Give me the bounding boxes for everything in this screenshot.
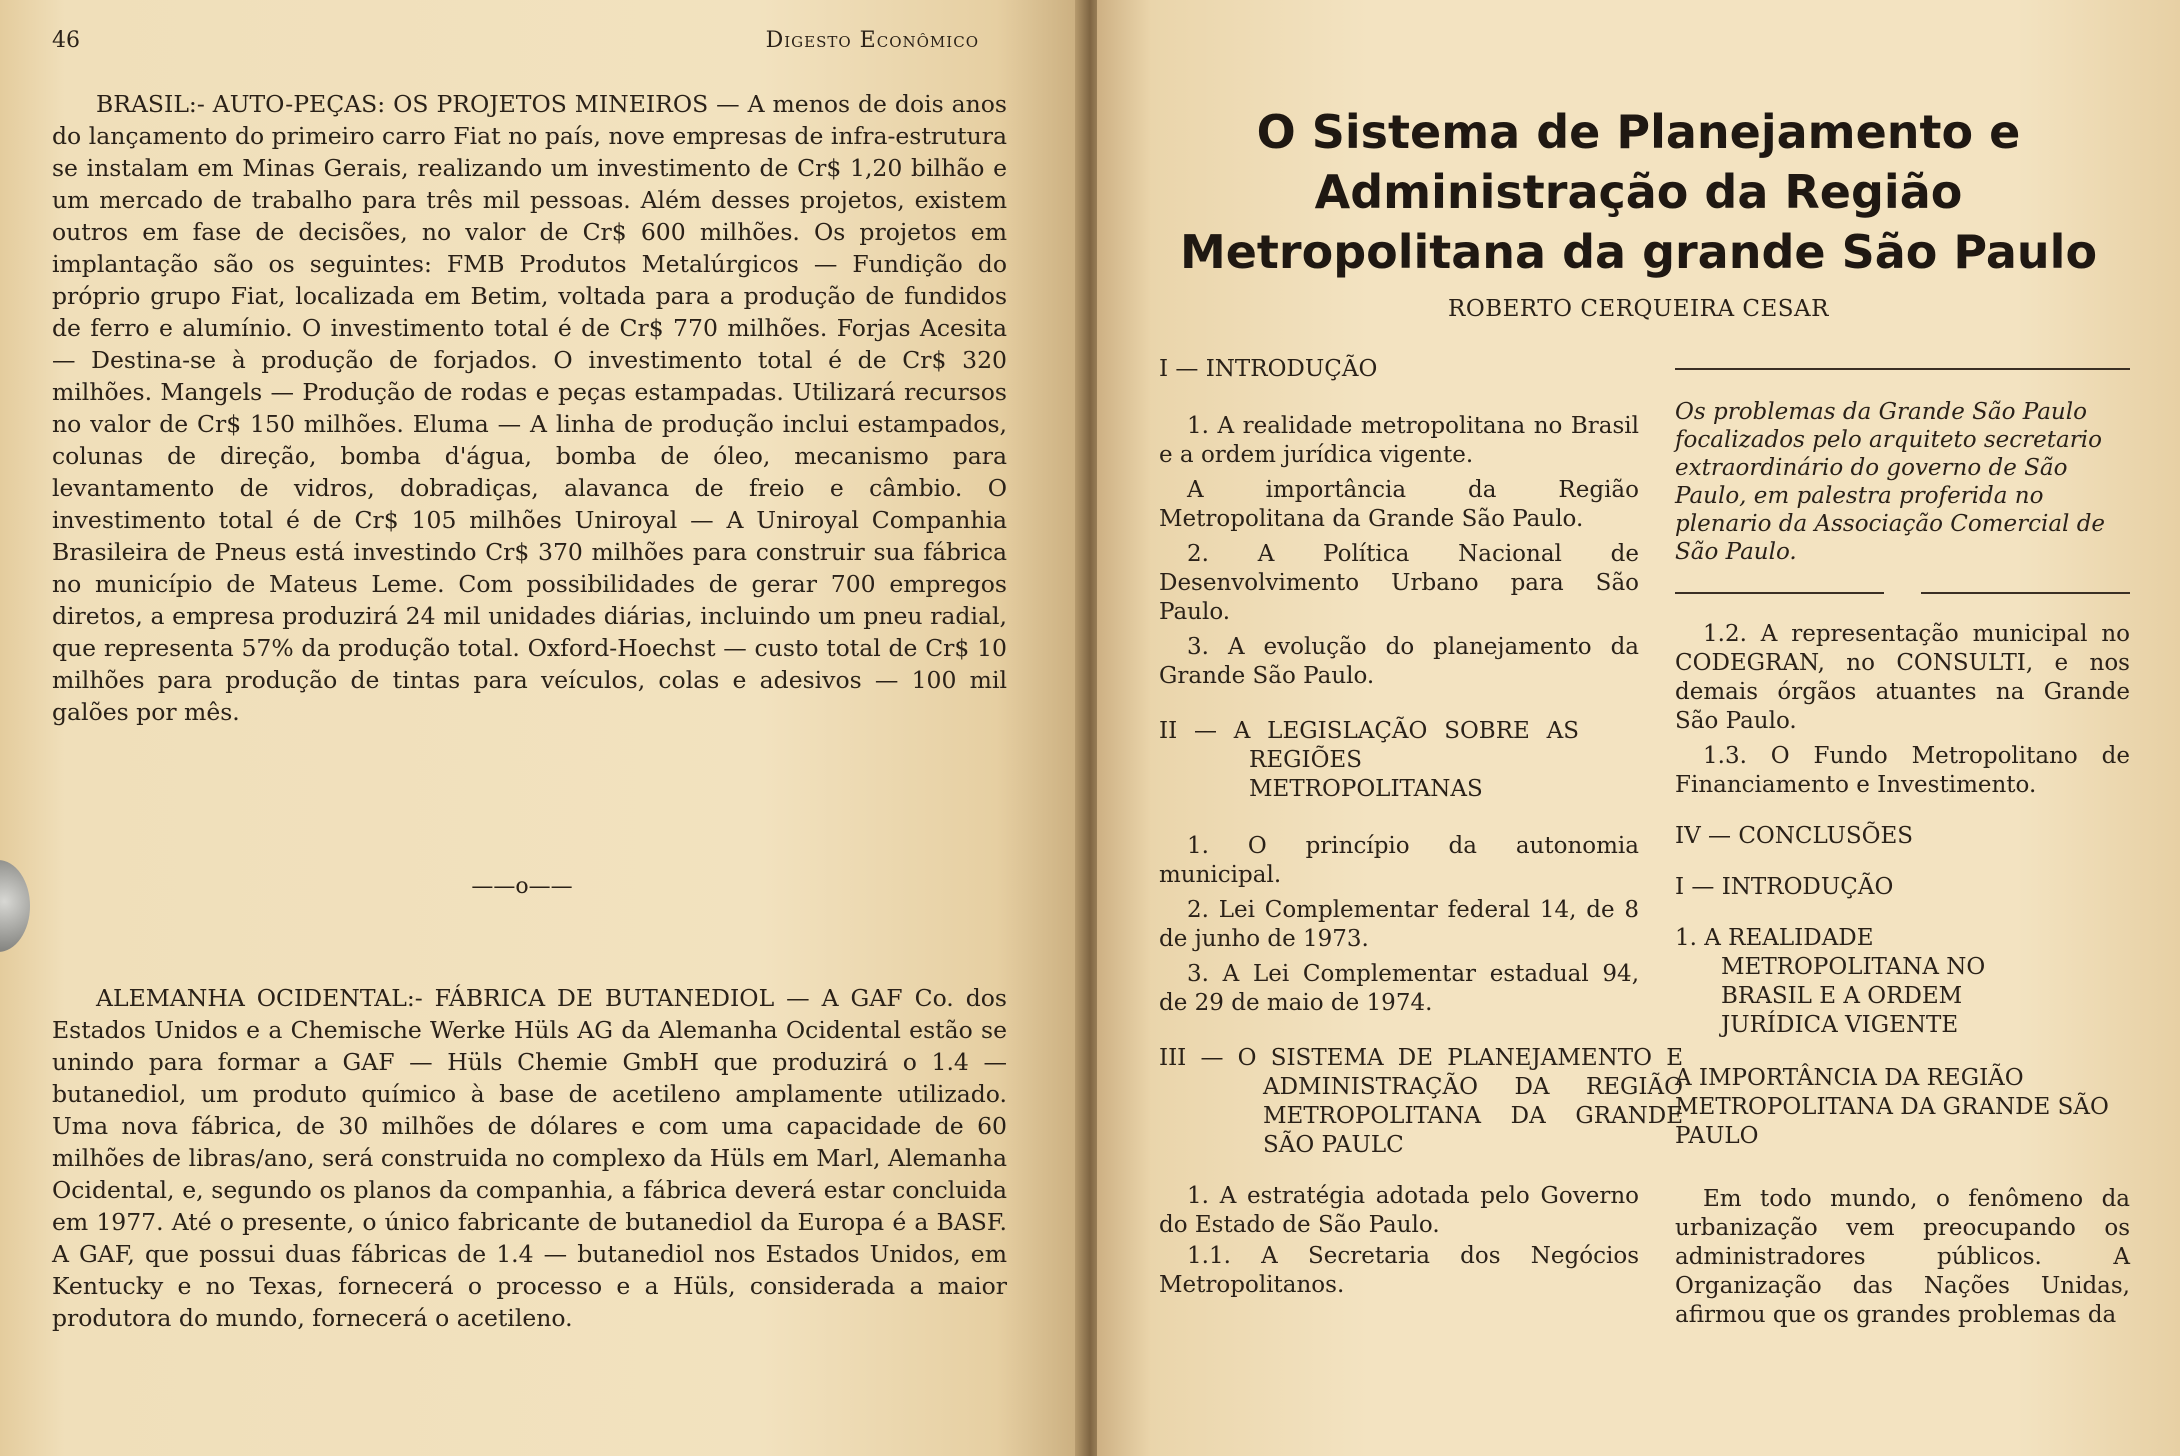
section-separator: ——o—— [471, 874, 573, 899]
contents-item: 1. A realidade metropolitana no Brasil e a ordem jurídica vigente. [1159, 413, 1639, 468]
section-heading: I — INTRODUÇÃO [1675, 874, 1894, 900]
article-paragraph: BRASIL:- AUTO-PEÇAS: OS PROJETOS MINEIROS — A menos de dois anos do lançamento do primeiro carro Fiat no país, nove empresas de infra-estrutura se instalam em Minas Gerais, realizando um investimento de Cr$ 1,20 bilhão e um mercado de trabalho para três mil pessoas. Além desses projetos, existem outros em fase de decisões, no valor de Cr$ 600 milhões. Os projetos em implantação são os seguintes: FMB Produtos Metalúrgicos — Fundição do próprio grupo Fiat, localizada em Betim, voltada para a produção de fundidos de ferro e alumínio. O investimento total é de Cr$ 770 milhões. Forjas Acesita — Destina-se à produção de forjados. O investimento total é de Cr$ 320 milhões. Mangels — Produção de rodas e peças estampadas. Utilizará recursos no valor de Cr$ 150 milhões. Eluma — A linha de produção inclui estampados, colunas de direção, bomba d'água, bomba de óleo, mecanismo para levantamento de vidros, dobradiças, alavanca de freio e câmbio. O investimento total é de Cr$ 105 milhões Uniroyal — A Uniroyal Companhia Brasileira de Pneus está investindo Cr$ 370 milhões para construir sua fábrica no município de Mateus Leme. Com possibilidades de gerar 700 empregos diretos, a empresa produzirá 24 mil unidades diárias, incluindo um pneu radial, que representa 57% da produção total. Oxford-Hoechst — custo total de Cr$ 10 milhões para produção de tintas para veículos, colas e adesivos — 100 mil galões por mês. [52, 90, 1007, 726]
section-heading: II — A LEGISLAÇÃO SOBRE AS REGIÕES METROPOLITANAS [1159, 718, 1579, 802]
section-heading: I — INTRODUÇÃO [1159, 356, 1378, 382]
subsection-heading: 1. A REALIDADE METROPOLITANA NO BRASIL E A ORDEM JURÍDICA VIGENTE [1675, 925, 1986, 1038]
contents-column-2 [1675, 355, 2130, 1336]
contents-item: 1.3. O Fundo Metropolitano de Financiamento e Investimento. [1675, 743, 2130, 798]
article-paragraph: ALEMANHA OCIDENTAL:- FÁBRICA DE BUTANEDIOL — A GAF Co. dos Estados Unidos e a Chemische Werke Hüls AG da Alemanha Ocidental estão se unindo para formar a GAF — Hüls Chemie GmbH que produzirá o 1.4 — butanediol, um produto químico à base de acetileno amplamente utilizado. Uma nova fábrica, de 30 milhões de dólares e com uma capacidade de 60 milhões de libras/ano, será construida no complexo da Hüls em Marl, Alemanha Ocidental, e, segundo os planos da companhia, a fábrica deverá estar concluida em 1977. Até o presente, o único fabricante de butanediol da Europa é a BASF. A GAF, que possui duas fábricas de 1.4 — butanediol nos Estados Unidos, em Kentucky e no Texas, fornecerá o processo e a Hüls, considerada a maior produtora do mundo, fornecerá o acetileno. [52, 984, 1007, 1332]
section-heading: IV — CONCLUSÕES [1675, 823, 1914, 849]
title-line: Administração da Região [1314, 165, 1963, 219]
abstract-text: Os problemas da Grande São Paulo focalizados pelo arquiteto secretario extraordinário do governo de São Paulo, em palestra proferida no plenario da Associação Comercial de São Paulo. [1675, 399, 2106, 565]
top-rule [1675, 368, 2130, 370]
running-title: Digesto Econômico [765, 28, 979, 53]
article-auto-pecas [52, 88, 1007, 728]
coin-photo [0, 860, 30, 952]
contents-item: 3. A Lei Complementar estadual 94, de 29 de maio de 1974. [1159, 961, 1639, 1016]
right-page [1097, 0, 2180, 1456]
contents-column-1 [1159, 355, 1683, 1306]
title-line: Metropolitana da grande São Paulo [1179, 225, 2098, 279]
body-paragraph: Em todo mundo, o fenômeno da urbanização vem preocupando os administradores públicos. A Organização das Nações Unidas, afirmou que os grandes problemas da [1675, 1186, 2130, 1328]
article-title [1097, 102, 2180, 282]
contents-item: 1. O princípio da autonomia municipal. [1159, 833, 1639, 888]
contents-item: 2. Lei Complementar federal 14, de 8 de junho de 1973. [1159, 897, 1639, 952]
article-butanediol [52, 982, 1007, 1334]
contents-item: A importância da Região Metropolitana da Grande São Paulo. [1159, 477, 1639, 532]
contents-item: 2. A Política Nacional de Desenvolvimento Urbano para São Paulo. [1159, 541, 1639, 625]
running-head [52, 28, 1031, 53]
author-name: ROBERTO CERQUEIRA CESAR [1448, 296, 1829, 322]
contents-item: 3. A evolução do planejamento da Grande São Paulo. [1159, 634, 1639, 689]
subsection-heading: A IMPORTÂNCIA DA REGIÃO METROPOLITANA DA GRANDE SÃO PAULO [1675, 1065, 2109, 1149]
title-line: O Sistema de Planejamento e [1256, 105, 2021, 159]
left-page [0, 0, 1083, 1456]
section-heading: III — O SISTEMA DE PLANEJAMENTO E ADMINISTRAÇÃO DA REGIÃO METROPOLITANA DA GRANDE SÃO PAULC [1159, 1045, 1683, 1158]
page-number: 46 [52, 28, 80, 53]
double-rule [1675, 592, 2130, 594]
contents-item: 1. A estratégia adotada pelo Governo do Estado de São Paulo. [1159, 1183, 1639, 1238]
contents-item: 1.2. A representação municipal no CODEGRAN, no CONSULTI, e nos demais órgãos atuantes na Grande São Paulo. [1675, 621, 2130, 734]
contents-item: 1.1. A Secretaria dos Negócios Metropolitanos. [1159, 1243, 1639, 1298]
